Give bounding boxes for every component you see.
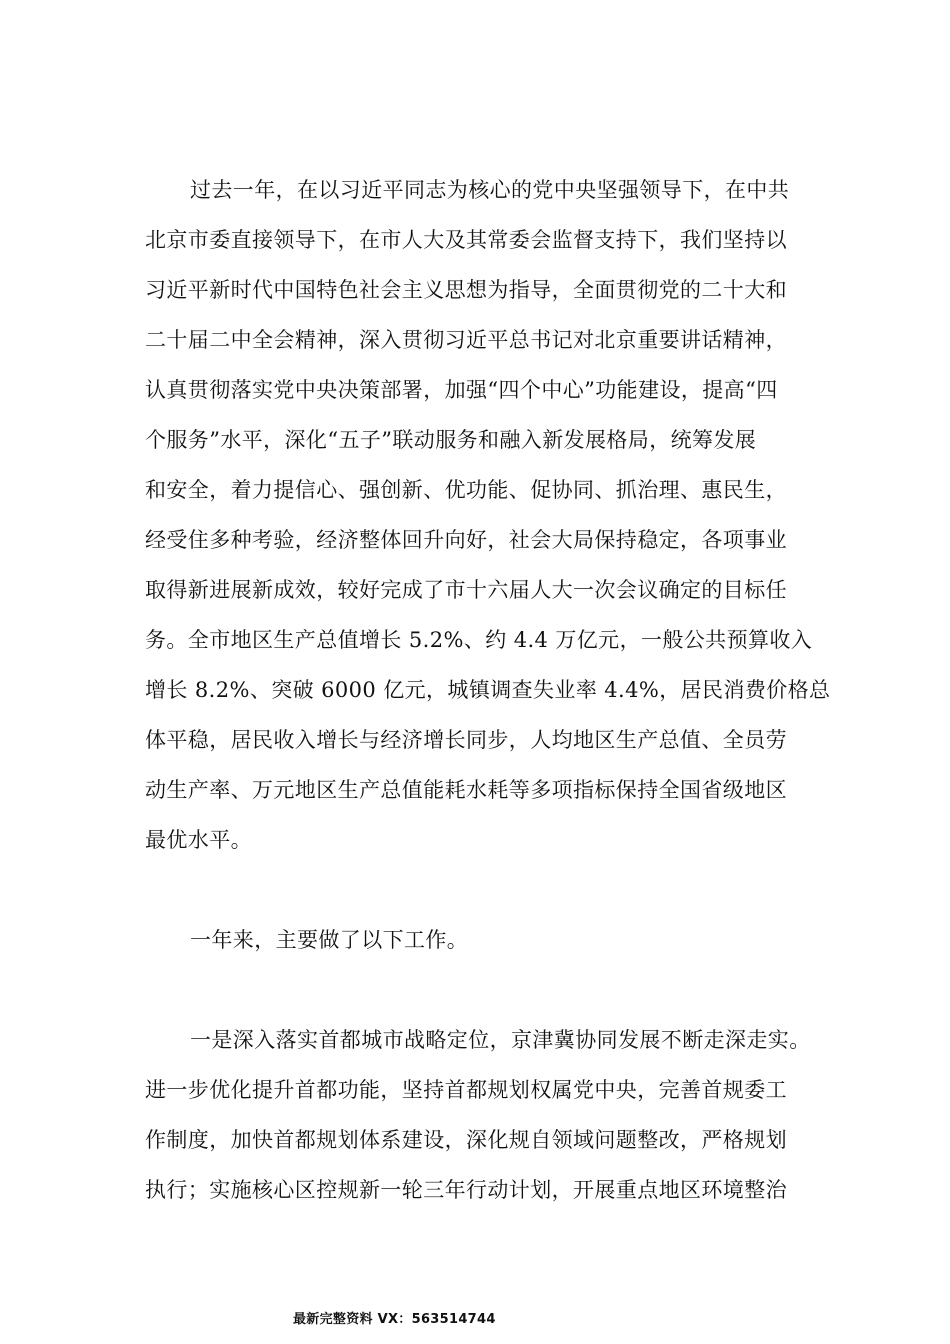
paragraph-1-line-2: 北京市委直接领导下，在市人大及其常委会监督支持下，我们坚持以	[145, 228, 787, 252]
paragraph-1-line-3: 习近平新时代中国特色社会主义思想为指导，全面贯彻党的二十大和	[145, 278, 787, 302]
paragraph-1-line-6: 个服务”水平，深化“五子”联动服务和融入新发展格局，统筹发展	[145, 428, 757, 452]
paragraph-1-line-7: 和安全，着力提信心、强创新、优功能、促协同、抓治理、惠民生，	[145, 478, 787, 502]
paragraph-1-line-8: 经受住多种考验，经济整体回升向好，社会大局保持稳定，各项事业	[145, 528, 787, 552]
paragraph-1-line-11: 增长 8.2%、突破 6000 亿元，城镇调查失业率 4.4%，居民消费价格总	[145, 678, 831, 702]
paragraph-1-line-4: 二十届二中全会精神，深入贯彻习近平总书记对北京重要讲话精神，	[145, 328, 787, 352]
footer-watermark-text: 最新完整资料 VX：563514744	[293, 1312, 496, 1327]
paragraph-1-line-5: 认真贯彻落实党中央决策部署，加强“四个中心”功能建设，提高“四	[145, 378, 778, 402]
paragraph-1-line-9: 取得新进展新成效，较好完成了市十六届人大一次会议确定的目标任	[145, 578, 787, 602]
paragraph-2-line-1: 一年来，主要做了以下工作。	[190, 928, 469, 952]
paragraph-1-line-13: 动生产率、万元地区生产总值能耗水耗等多项指标保持全国省级地区	[145, 778, 787, 802]
paragraph-1-line-1: 过去一年，在以习近平同志为核心的党中央坚强领导下，在中共	[190, 178, 790, 202]
paragraph-3-line-1: 一是深入落实首都城市战略定位，京津冀协同发展不断走深走实。	[190, 1028, 811, 1052]
paragraph-3-line-4: 执行；实施核心区控规新一轮三年行动计划，开展重点地区环境整治	[145, 1178, 787, 1202]
paragraph-1-line-12: 体平稳，居民收入增长与经济增长同步，人均地区生产总值、全员劳	[145, 728, 787, 752]
paragraph-3-line-2: 进一步优化提升首都功能，坚持首都规划权属党中央，完善首规委工	[145, 1078, 787, 1102]
paragraph-1-line-10: 务。全市地区生产总值增长 5.2%、约 4.4 万亿元，一般公共预算收入	[145, 628, 813, 652]
paragraph-1-line-14: 最优水平。	[145, 828, 252, 852]
paragraph-3-line-3: 作制度，加快首都规划体系建设，深化规自领域问题整改，严格规划	[145, 1128, 787, 1152]
